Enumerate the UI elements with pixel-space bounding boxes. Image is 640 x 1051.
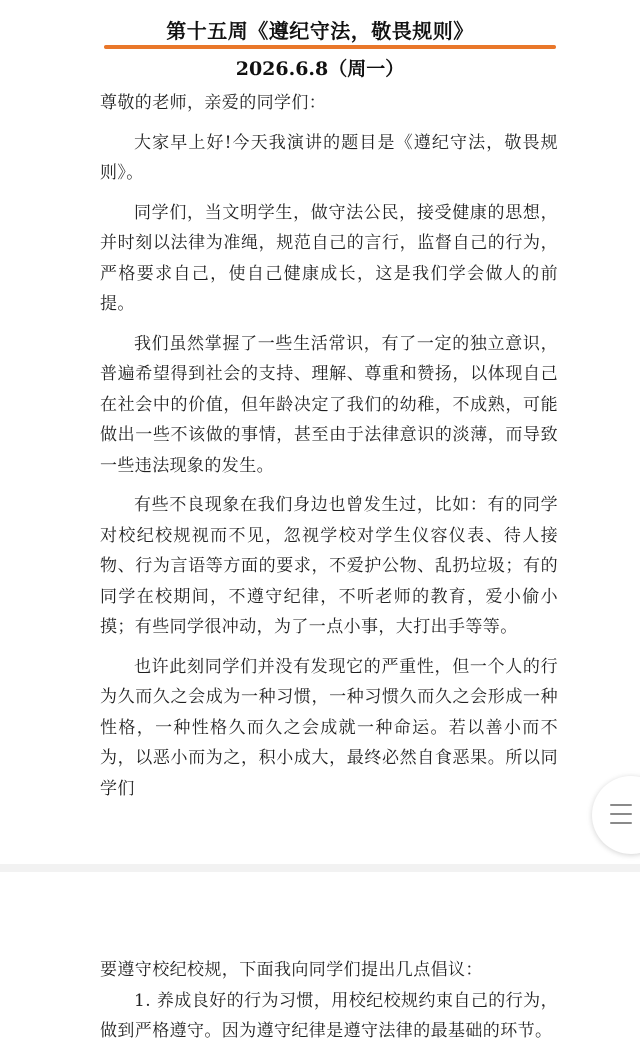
paragraph: 尊敬的老师，亲爱的同学们：	[100, 93, 327, 113]
paragraph: 大家早上好!今天我演讲的题目是《遵纪守法，敬畏规则》。	[100, 132, 558, 183]
paragraph: 有些不良现象在我们身边也曾发生过，比如：有的同学对校纪校规视而不见，忽视学校对学生仪容仪表、待人接物、行为言语等方面的要求，不爱护公物、乱扔垃圾；有的同学在校期间，不遵守纪律，不听老师的教育，爱小偷小摸；有些同学很冲动，为了一点小事，大打出手等等。	[100, 495, 558, 637]
document-date: 2026.6.8（周一）	[235, 58, 405, 80]
paragraph: 同学们，当文明学生，做守法公民，接受健康的思想，并时刻以法律为准绳，规范自己的言行，监督自己的行为，严格要求自己，使自己健康成长，这是我们学会做人的前提。	[100, 202, 558, 314]
title-underline	[104, 45, 556, 49]
page-2-body	[100, 955, 558, 1047]
paragraph: 我们虽然掌握了一些生活常识，有了一定的独立意识，普遍希望得到社会的支持、理解、尊重和赞扬，以体现自己在社会中的价值，但年龄决定了我们的幼稚，不成熟，可能做出一些不该做的事情，甚至由于法律意识的淡薄，而导致一些违法现象的发生。	[100, 333, 558, 476]
paragraph: 1. 养成良好的行为习惯，用校纪校规约束自己的行为，做到严格遵守。因为遵守纪律是遵守法律的最基础的环节。	[100, 990, 558, 1041]
paragraph: 也许此刻同学们并没有发现它的严重性，但一个人的行为久而久之会成为一种习惯，一种习惯久而久之会形成一种性格，一种性格久而久之会成就一种命运。若以善小而不为，以恶小而为之，积小成大，最终必然自食恶果。所以同学们	[100, 656, 558, 799]
page-1-body	[100, 88, 558, 804]
document-title: 第十五周《遵纪守法，敬畏规则》	[166, 19, 474, 43]
page-separator	[0, 864, 640, 872]
paragraph: 要遵守校纪校规，下面我向同学们提出几点倡议：	[100, 960, 483, 980]
menu-lines-icon	[610, 804, 632, 806]
